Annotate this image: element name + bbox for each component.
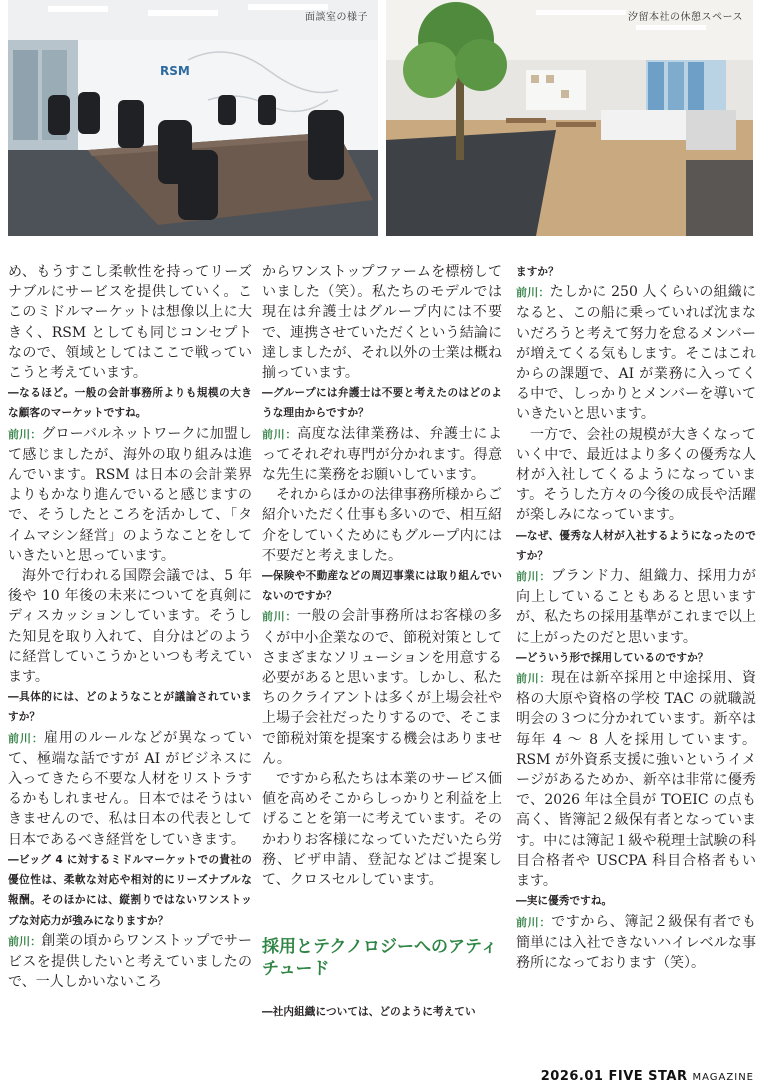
interviewer-question: ―なぜ、優秀な人材が入社するようになったのですか？ [516,529,756,562]
interviewer-question: ―グループには弁護士は不要と考えたのはどのような理由からですか？ [262,387,502,420]
answer-text: 雇用のルールなどが異なっていて、極端な話ですが AI がビジネスに入ってきたら不要な人材をリストラするかもしれません。日本ではそうはいきませんので、私は日本の代表として日本であるべき経営をしていきます。 [8,729,252,848]
body-paragraph: め、もうすこし柔軟性を持ってリーズナブルにサービスを提供していく。ここのミドルマーケットは想像以上に大きく、RSM としても同じコンセプトなので、領域としてはここで戦っていこうと考えています。 [8,264,252,382]
interviewer-question: ―実に優秀ですね。 [516,895,613,908]
answer-paragraph [262,424,502,486]
rsm-logo: RSM [160,64,190,78]
speaker-label: 前川： [516,672,552,686]
answer-text: 現在は新卒採用と中途採用、資格の大原や資格の学校 TAC の就職説明会の３つに分かれています。新卒は毎年 4 ～ 8 人を採用しています。RSM が外資系支援に強いというイメージがあるためか、新卒は非常に優秀で、2026 年は全員が TOEIC の点も高く、皆簿記２級保有者となっています。中には簿記１級や税理士試験の科目合格者や USCPA 科目合格者もいます。 [516,670,756,890]
photo-caption-left: 面談室の様子 [305,12,368,23]
magazine-brand: FIVE STAR [608,1069,688,1084]
answer-text: 高度な法律業務は、弁護士によってそれぞれ専門が分かれます。得意な先生に業務をお願いしています。 [262,425,502,484]
speaker-label: 前川： [8,934,42,948]
article-column-3 [516,262,756,973]
answer-paragraph [516,912,756,974]
meeting-room-photo [8,0,378,236]
answer-paragraph [8,728,252,850]
interviewer-question: ―保険や不動産などの周辺事業には取り組んでいないのですか？ [262,570,502,603]
speaker-label: 前川： [8,427,42,441]
lounge-photo [386,0,753,236]
answer-paragraph [8,424,252,566]
answer-paragraph [516,668,756,891]
section-heading: 採用とテクノロジーへのアティチュード [262,937,498,980]
issue-date: 2026.01 [540,1069,604,1084]
answer-paragraph [516,566,756,648]
magazine-label: MAGAZINE [692,1072,754,1083]
meeting-room-illustration [8,0,378,236]
speaker-label: 前川： [516,286,550,300]
answer-text: グローバルネットワークに加盟して感じましたが、海外の取り組みは進んでいます。RSM は日本の会計業界よりもかなり進んでいると感じますので、そうしたところを活かして、「タイムマシン経営」のようなことをしていきたいと思っています。 [8,425,252,564]
answer-text: 一般の会計事務所はお客様の多くが中小企業なので、節税対策としてさまざまなソリューションを用意する必要があると思います。しかし、私たちのクライアントは多くが上場会社や上場子会社だったりするので、そこまで節税対策を提案する機会はありません。 [262,608,502,767]
body-paragraph: それからほかの法律事務所様からご紹介いただく仕事も多いので、相互紹介をしていくためにもグループ内には不要だと考えました。 [262,487,502,564]
answer-paragraph [262,606,502,769]
body-paragraph: 一方で、会社の規模が大きくなっていく中で、最近はより多くの優秀な人材が入社してくるようになっています。そうした方々の今後の成長や活躍が楽しみになっています。 [516,426,756,524]
interviewer-question: ―具体的には、どのようなことが議論されていますか？ [8,691,252,724]
speaker-label: 前川： [8,731,44,745]
interviewer-question: ますか？ [516,266,559,278]
speaker-label: 前川： [516,915,552,929]
answer-paragraph [516,282,756,424]
body-paragraph: 海外で行われる国際会議では、5 年後や 10 年後の未来についてを真剣にディスカッションしています。そうした知見を取り入れて、自分はどのように経営していこうかといつも考えています。 [8,568,252,686]
speaker-label: 前川： [262,427,298,441]
answer-text: ブランド力、組織力、採用力が向上していることもあると思いますが、私たちの採用基準がこれまで以上に上がったのだと思います。 [516,568,756,646]
photo-caption-right: 汐留本社の休憩スペース [628,12,743,23]
body-paragraph: ですから私たちは本業のサービス価値を高めそこからしっかりと利益を上げることを第一に考えています。そのかわりお客様になっていただいたら労務、ビザ申請、登記などはご提案して、クロスセルしています。 [262,771,502,889]
interviewer-question: ―ビッグ 4 に対するミドルマーケットでの貴社の優位性は、柔軟な対応や相対的にリーズナブルな報酬。そのほかには、縦割りではないワンストップな対応力が強みになりますか？ [8,853,252,927]
body-paragraph: からワンストップファームを標榜していました（笑）。私たちのモデルでは現在は弁護士はグループ内には不要で、連携させていただくという結論に達しましたが、それ以外の士業は概ね揃っています。 [262,264,502,382]
answer-text: 創業の頃からワンストップでサービスを提供したいと考えていましたので、一人しかいないころ [8,932,252,991]
interviewer-question: ―社内組織については、どのように考えてい [262,1006,476,1019]
interviewer-question: ―どういう形で採用しているのですか？ [516,651,709,664]
lounge-illustration [386,0,753,236]
answer-text: ですから、簿記２級保有者でも簡単には入社できないハイレベルな事務所になっております（笑）。 [516,913,756,971]
article-column-2 [262,262,502,1023]
speaker-label: 前川： [262,610,298,624]
answer-text: たしかに 250 人くらいの組織になると、この船に乗っていれば沈まないだろうと考えて努力を怠るメンバーが増えてくる気もします。そこはこれからの課題で、AI が業務に入ってくる中で、しっかりとメンバーを導いていきたいと思います。 [516,284,757,423]
answer-paragraph [8,931,252,993]
speaker-label: 前川： [516,570,552,584]
article-column-1 [8,262,252,992]
page-footer [541,1069,754,1084]
interviewer-question: ―なるほど。一般の会計事務所よりも規模の大きな顧客のマーケットですね。 [8,387,252,420]
